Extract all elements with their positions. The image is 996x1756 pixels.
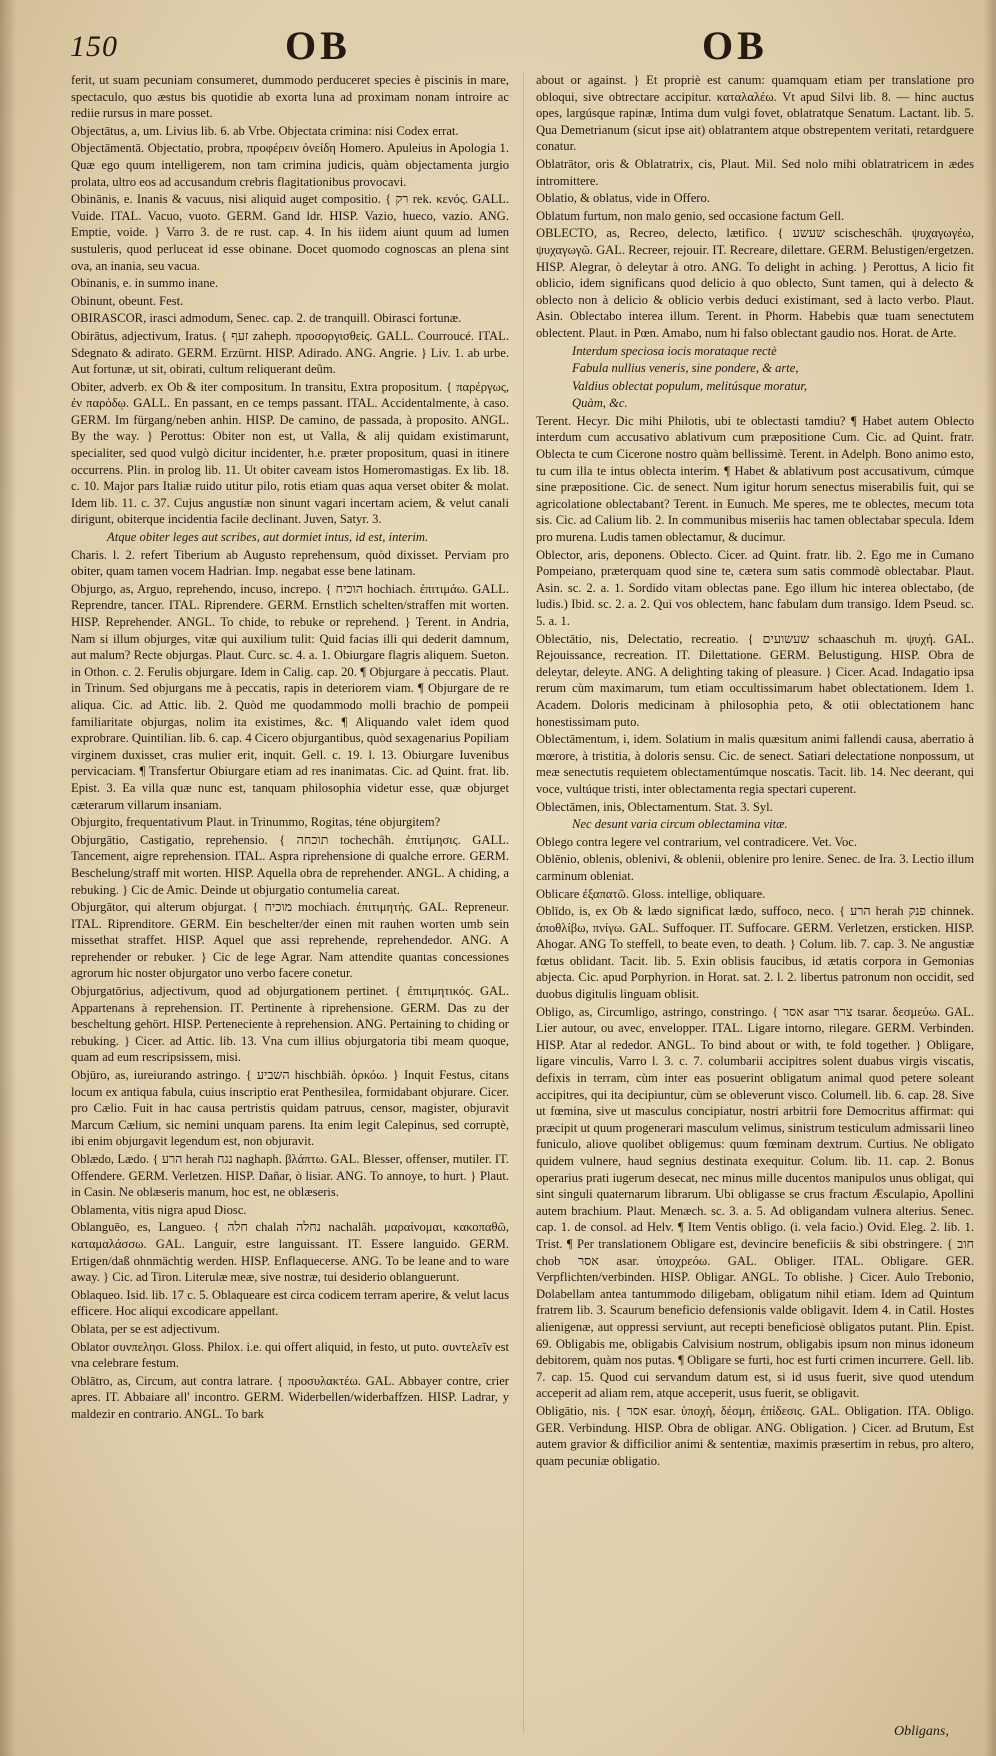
dictionary-entry: Oblanguēo, es, Langueo. { חלה chalah נחלה nachalâh. μαραίνομαι, κακοπαθῶ, καταμαλάσσω. GAL. Languir, estre languissant. IT. Essere languido. GERM. Ertigen/daß ohnmächtig werden. HISP. Enflaquecerse. ANG. To be leane and to ware away. } Cic. ad Tiron. Literulæ meæ, sive nostræ, tui desiderio oblanguerunt. [71,1220,509,1285]
dictionary-entry: Oblectāmen, inis, Oblectamentum. Stat. 3. Syl. [536,799,773,814]
dictionary-entry: about or against. } Et propriè est canum: quamquam etiam per translatione pro obloqui, sive obtrectare accipitur. καταλαλέω. Vt apud Silvi lib. 8. — hinc auctus opes, largúsque rapinæ, Intima dum vulgi fovet, oblatratque Senatum. Lactant. lib. 5. Qua Demetrianum (sicut ipse ait) oblatrantem atque obstrepentem veritati, retardguere conatur. [536,73,974,154]
dictionary-entry: Oblamenta, vitis nigra apud Diosc. [71,1202,247,1217]
dictionary-entry: Oblego contra legere vel contrarium, vel contradicere. Vet. Voc. [536,834,858,849]
dictionary-entry: Objūro, as, iureiurando astringo. { השביע hischbiâh. ὁρκόω. } Inquit Festus, citans locum ex antiqua fabula, cuius inscriptio erat Penthesilea, formidabant objurare. Cicer. pro Cælio. Fuit in hac causa pertristis quidam patruus, censor, magister, objuravit Marcum Cælium, sic nemini unquam parens. Ita enim legit Calepinus, sed corruptè, ibi enim objurgavit legendum est, non objuravit. [71,1068,509,1149]
dictionary-entry: Oblædo, Lædo. { הרע herah נגח naghaph. βλάπτω. GAL. Blesser, offenser, mutiler. IT. Offendere. GERM. Verletzen. HISP. Dañar, ò lisiar. ANG. To annoye, to hurt. } Plaut. in Casin. Ne oblæseris manum, hoc est, ne oblæseris. [71,1152,509,1200]
verse-quote: Nec desunt varia circum oblectamina vitæ. [572,817,788,832]
verse-quote-line: Quàm, &c. [572,396,628,411]
dictionary-entry: Oblatum furtum, non malo genio, sed occasione factum Gell. [536,208,845,223]
dictionary-entry: Objurgatōrius, adjectivum, quod ad objurgationem pertinet. { ἐπιτιμητικός. GAL. Appartenans à reprehension. IT. Pertinente à riprehensione. GERM. Das zu der bescheltung gehört. HISP. Perteneciente à reprehension. ANG. Pertaining to chiding or rebuking. } Cicer. ad Attic. lib. 13. Vna cum illius objurgatoria tibi meam quoque, quam ad eum rescripsissem, misi. [71,984,509,1065]
dictionary-entry: Oblectātio, nis, Delectatio, recreatio. { שעשועים schaaschuh m. ψυχή. GAL. Rejouissance, recreation. IT. Dilettatione. GERM. Belustigung. HISP. Obra de deleytar, deleyte. ANG. A delighting taking of pleasure. } Cicer. Acad. Indagatio ipsa rerum cùm maximarum, tum etiam occultissimarum habet oblectationem. Idem 1. Academ. Doloris medicinam à philosophia peto, & otii oblectationem hanc honestissimam puto. [536,631,974,729]
verse-quote: Atque obiter leges aut scribes, aut dormiet intus, id est, interim. [107,530,429,545]
dictionary-entry: Obinunt, obeunt. Fest. [71,293,184,308]
column-divider [523,72,524,1732]
dictionary-entry: Oblatrātor, oris & Oblatratrix, cis, Plaut. Mil. Sed nolo mihi oblatratricem in ædes intromittere. [536,156,974,188]
dictionary-entry: Obligo, as, Circumligo, astringo, constringo. { אסר asar צרר tsarar. δεσμεύω. GAL. Lier autour, ou avec, envelopper. ITAL. Ligare intorno, rilegare. GERM. Verbinden. HISP. Atar al rededor. ANGL. To bind about or with, te fold together. } Obligare, ligare vinculis, Varro l. 3. c. 7. columbarii accipitres solent duabus virgis viscatis, defixis in terram, cùm inter eas posuerint obligatum animal quod petere soleant accipitres, qui ita decipiuntur, cùm se obleverunt visco. Columell. lib. 6. cap. 28. Sive ut fœmina, sive ut masculus concipiatur, nostri arbitrii fore Democritus affirmat: qui præcipit ut quum progenerari masculum velimus, sinistrum testiculum admissarii lineo funiculo, aliove quolibet obligemus: quum fœminam dextrum. Curtius. Ne obligato quidem vulnere, haud segnius destinata exequitur. Colum. lib. 11. cap. 2. Bonus operarius prati iugerum desecat, nec minus mille ducentos manipulos unus obligat, qui sint singuli quaternarum librarum. Ubi obligasse se crus fractum Æsculapio, Apollini autem brachium. Plaut. Menæch. sc. 3. a. 5. Ad obligandam vulnera alterius. Senec. cap. 1. de consol. ad Helv. ¶ Item Ventis obligo. (i. vela facio.) Ovid. Eleg. 2. lib. 1. Trist. ¶ Per translationem Obligare est, devincire beneficiis & sibi obstringere. { חוב chob אסר asar. ὑποχρεόω. GAL. Obliger. ITAL. Obligare. GER. Verpflichten/verbinden. HISP. Obligar. ANGL. To oblishe. } Cicer. Aulo Trebonio, Dolabellam antea tantummodo diligebam, obligatum nihil etiam. Idem ad Quintum fratrem lib. 3. Scaurum beneficio defensionis valde obligavit. Idem 4. in Catil. Hostes alienigenæ, aut oppressi serviunt, aut recepti beneficiosè obligatos putant. Plin. Epist. 69. Obligabis me, obligabis Calvisium nostrum, obligabis ipsum non minus idoneum debitorem, quàm nos putas. ¶ Obligare se furti, hoc est furti crimen incurrere. Gell. lib. 7. cap. 15. Quod cui servandum datum est, si id usus fuerit, sive quod utendum acceperit ad aliam rem, atque acceperit, usus fuerit, se obligavit. [536,1004,974,1401]
page-gutter-shadow [0,0,16,1756]
page-number: 150 [70,30,118,63]
dictionary-entry: Oblātro, as, Circum, aut contra latrare. { προσυλακτέω. GAL. Abbayer contre, crier apres. IT. Abbaiare all' incontro. GERM. Widerbellen/widerbaffzen. HISP. Ladrar, y maldezir en contrario. ANGL. To bark [71,1373,509,1421]
right-column [536,72,974,1742]
dictionary-entry: Oblēnio, oblenis, oblenivi, & oblenii, oblenire pro lenire. Senec. de Ira. 3. Lectio illum carminum obleniat. [536,852,974,883]
dictionary-entry: Objurgito, frequentativum Plaut. in Trinummo, Rogitas, téne objurgitem? [71,815,441,830]
dictionary-entry: Objurgo, as, Arguo, reprehendo, incuso, increpo. { הוכיח hochiach. ἐπιτιμάω. GALL. Reprendre, tancer. ITAL. Riprendere. GERM. Ernstlich schelten/straffen mit worten. HISP. Reprehender. ANGL. To chide, to rebuke or reprehend. } Terent. in Andria, Nam si illum objurges, vitæ qui auxilium tulit: Quid facias illi qui dederit damnum, aut malum? Recte objurgas. Plaut. Curc. sc. 4. a. 1. Obiurgare flagris aliquem. Sueton. in Othon. c. 2. Ferulis objurgare. Idem in Calig. cap. 20. ¶ Objurgare à peccatis. Plaut. in Trinum. Sed objurgans me à peccatis, rapis in deteriorem viam. ¶ Objurgare de re aliqua. Cic. ad Attic. lib. 2. Quòd me quodammodo molli brachio de pompeii familiaritate objurgas, nolim ita existimes, &c. ¶ Aliquando valet idem quod exprobrare. Quintilian. lib. 6. cap. 4 Cicero objurgantibus, quòd sexagenarius Popiliam virginem duxisset, cras mulier erit, inquit. Gell. c. 19. l. 13. Obiurgare Iuvenibus pervicaciam. ¶ Transfertur Obiurgare etiam ad res inanimatas. Cic. ad Quint. frat. lib. Epist. 3. Ea villa quæ nunc est, tanquam philosophia videtur esse, quæ objurget cæterarum villarum insaniam. [71,581,509,812]
left-column [71,72,509,1742]
dictionary-entry: Objurgātio, Castigatio, reprehensio. { תוכחה tochechâh. ἐπιτίμησις. GALL. Tancement, aigre reprehension. ITAL. Aspra riprehensione di qualche errore. GERM. Beschelung/straff mit worten. HISP. Aquella obra de reprehender. ANGL. A chiding, a rebuking. } Cic de Amic. Deinde ut objurgatio contumelia careat. [71,832,509,897]
running-head-right: OB [702,23,768,68]
verse-quote-line: Interdum speciosa iocis morataque rectè [572,343,777,358]
page-edge-shadow [984,0,996,1756]
dictionary-entry: Charis. l. 2. refert Tiberium ab Augusto reprehensum, quòd dixisset. Perviam pro obiter, quam tamen vocem Hadrian. Imp. negabat esse bene latinam. [71,547,509,579]
verse-quote-line: Valdius oblectat populum, melitúsque moratur, [572,378,808,393]
dictionary-entry: Obirātus, adjectivum, Iratus. { זעף zaheph. προσοργισθείς. GALL. Courroucé. ITAL. Sdegnato & adirato. GERM. Erzürnt. HISP. Adirado. ANG. Angrie. } Liv. 1. ab urbe. Aut fortunæ, ut sit, obirati, cultum reliquerant deûm. [71,328,509,377]
dictionary-entry: Objectātus, a, um. Livius lib. 6. ab Vrbe. Objectata crimina: nisi Codex errat. [71,123,459,138]
page-header [0,0,996,68]
dictionary-entry: Objurgātor, qui alterum objurgat. { מוכיח mochiach. ἐπιτιμητής. GAL. Repreneur. ITAL. Riprenditore. GERM. Ein beschelter/der einen mit rauhen worten umb sein missethat straffet. HISP. Aquel que assi reprehende, reprehendedor. ANG. A reprehender or rebuker. } Cic de lege Agrar. Nam attendite quantas concessiones agrorum hic noster objurgator uno verbo facere conetur. [71,900,509,981]
dictionary-entry: Oblator συνπελησι. Gloss. Philox. i.e. qui offert aliquid, in festo, ut puto. συντελεῖν est vna celebrare festum. [71,1339,509,1371]
dictionary-entry: OBLECTO, as, Recreo, delecto, lætifico. { שעשע scischeschâh. ψυχαγωγέω, ψυχαγωγῶ. GAL. Recreer, rejouir. IT. Recreare, dilettare. GERM. Belustigen/ergetzen. HISP. Alegrar, ò deleytar à otro. ANG. To delight in aching. } Perottus, A licio fit oblicio, idem significans quod delicio à quo oblecto, Sunt tamen, qui à delecto & oblecto non à delicio & oblicio verbis deduci existimant, sed à lacto verbo. Plaut. Asin. Oblectabo interea illum. Terent. in Phorm. Habebis quæ tuam senectutem oblectent. Plaut. in Pœn. Amabo, num hi falso oblectant gaudio nos. Horat. de Arte. [536,226,974,340]
dictionary-entry: Objectāmentā. Objectatio, probra, προφέρειν ὀνείδη Homero. Apuleius in Apologia 1. Quæ ego quum intelligerem, non tam crimina judicis, quàm objectamenta jurgio prolata, ultro eos ad accusandum crebris flagitationibus provocavi. [71,141,509,189]
dictionary-entry: Oblaqueo. Isid. lib. 17 c. 5. Oblaqueare est circa codicem terram aperire, & velut lacus efficere. Hoc aliqui excodicare appellant. [71,1287,509,1319]
catchword: Obligans, [894,1724,949,1739]
dictionary-entry: Oblata, per se est adjectivum. [71,1321,220,1336]
dictionary-entry: Oblectāmentum, i, idem. Solatium in malis quæsitum animi fallendi causa, aberratio à mœrore, à tristitia, à doloris sensu. Cic. de senect. Satiari delectatione nonpossum, ut meæ senectutis requietem oblectamentúmque noscatis. Tacit. lib. 14. Nec deerant, qui voce, vultúque tristi, inter oblectamenta regia spectari cuperent. [536,732,974,796]
dictionary-entry: ferit, ut suam pecuniam consumeret, dummodo perduceret species è piscinis in mare, spectaculo, quo æstus bis quotidie ab exorta luna ad proximam nonam introire ac rediie rursus in mare posset. [71,73,509,121]
dictionary-entry: Oblīdo, is, ex Ob & lædo significat lædo, suffoco, neco. { הרע herah פנק chinnek. ἀποθλίβω, πνίγω. GAL. Suffoquer. IT. Suffocare. GERM. Verletzen, ersticken. HISP. Ahogar. ANG To steffell, to beate even, to death. } Colum. lib. 7. cap. 3. Ne angustiæ fœtus oblidant. Tacit. lib. 5. Exin oblisis faucibus, id ætatis corpora in Gemonias abjecta. Cic. apud Porphyrion. in Horat. sat. 2. l. 2. libertus patronum non occidit, sed duobus digitulis linguam oblisit. [536,904,974,1002]
dictionary-entry: Obligātio, nis. { אסר esar. ὑποχὴ, δέσμη, ἐπίδεσις. GAL. Obligation. ITA. Obligo. GER. Verbindung. HISP. Obra de obligar. ANG. Obligation. } Cicer. ad Brutum, Est autem gravior & difficilior animi & sententiæ, maximis præsertim in rebus, pro altero, quam pecuniæ obligatio. [536,1403,974,1468]
dictionary-entry: Terent. Hecyr. Dic mihi Philotis, ubi te oblectasti tamdiu? ¶ Habet autem Oblecto interdum cum accusativo ablativum cum præpositione Cum. Cic. ad Quint. fratr. Oblecta te cum Cicerone nostro quàm bellissimè. Terent. in Adelph. Bono animo esto, tu cum illa te intus oblecta interim. ¶ Habet & ablativum post accusativum, cúmque sine præpositione. Cic. de senect. Num igitur horum senectus miserabilis fuit, qui se agricolatione oblectabant? Terent. in Eunuch. Me speres, me te oblectes, mecum tota sis. Cic. ad Calium lib. 2. In communibus miseriis hac tamen oblectabar specula. Idem pro murena. Ludis tamen oblectamur, & ducimur. [536,413,974,545]
dictionary-entry: Oblicare ἐξαπατῶ. Gloss. intellige, obliquare. [536,886,766,901]
dictionary-entry: Obinānis, e. Inanis & vacuus, nisi aliquid auget compositio. { רק rek. κενός. GALL. Vuide. ITAL. Vacuo, vuoto. GERM. Gand ldr. HISP. Vazio, hueco, vazio. ANG. Emptie, voide. } Varro 3. de re rust. cap. 4. In his iidem aiunt quum ad lumen sustuleris, quod perluceat id esse obinane. Docet quomodo cognoscas an plena sint ova, an inania, seu vacua. [71,192,509,273]
dictionary-entry: Oblatio, & oblatus, vide in Offero. [536,191,710,206]
dictionary-entry: Obinanis, e. in summo inane. [71,276,219,291]
dictionary-entry: Oblector, aris, deponens. Oblecto. Cicer. ad Quint. fratr. lib. 2. Ego me in Cumano Pompeiano, præterquam quod sine te, cætera sum satis commodè oblectabar. Plaut. Asin. sc. 2. a. 1. Sordido vitam oblectas pane. Ego illum hic interea oblectabo, (de ludis.) Ibid. sc. 2. a. 2. Qui vos oblectem, hanc fabulam dum transigo. Idem Pseud. sc. 5. a. 1. [536,547,974,628]
verse-quote-line: Fabula nullius veneris, sine pondere, & arte, [572,361,799,376]
dictionary-entry: OBIRASCOR, irasci admodum, Senec. cap. 2. de tranquill. Obirasci fortunæ. [71,311,462,326]
dictionary-entry: Obiter, adverb. ex Ob & iter compositum. In transitu, Extra propositum. { παρέργως, ἐν παρόδῳ. GALL. En passant, en ce temps passant. ITAL. Accidentalmente, à caso. GERM. Im fürgang/neben anhin. HISP. De camino, de passada, à proposito. ANGL. By the way. } Perottus: Obiter non est, ut Valla, & alij quidam existimarunt, specialiter, sed quod vulgò dicitur incidenter, h.e. præter propositum, quasi in itinere occurrens. Plin. in prolog lib. 11. Ut obiter caveam istos Homeromastigas. Ex lib. 18. c. 10. Major pars Italiæ ruido utitur pilo, rotis etiam quas aqua verset obiter & molat. Idem lib. 11. c. 37. Cujus angustiæ non sinunt vagari incertam aciem, & velut canali dirigunt, obiterque incidentia facile declinant. Juven, Satyr. 3. [71,379,509,527]
running-head-left: OB [285,23,351,68]
